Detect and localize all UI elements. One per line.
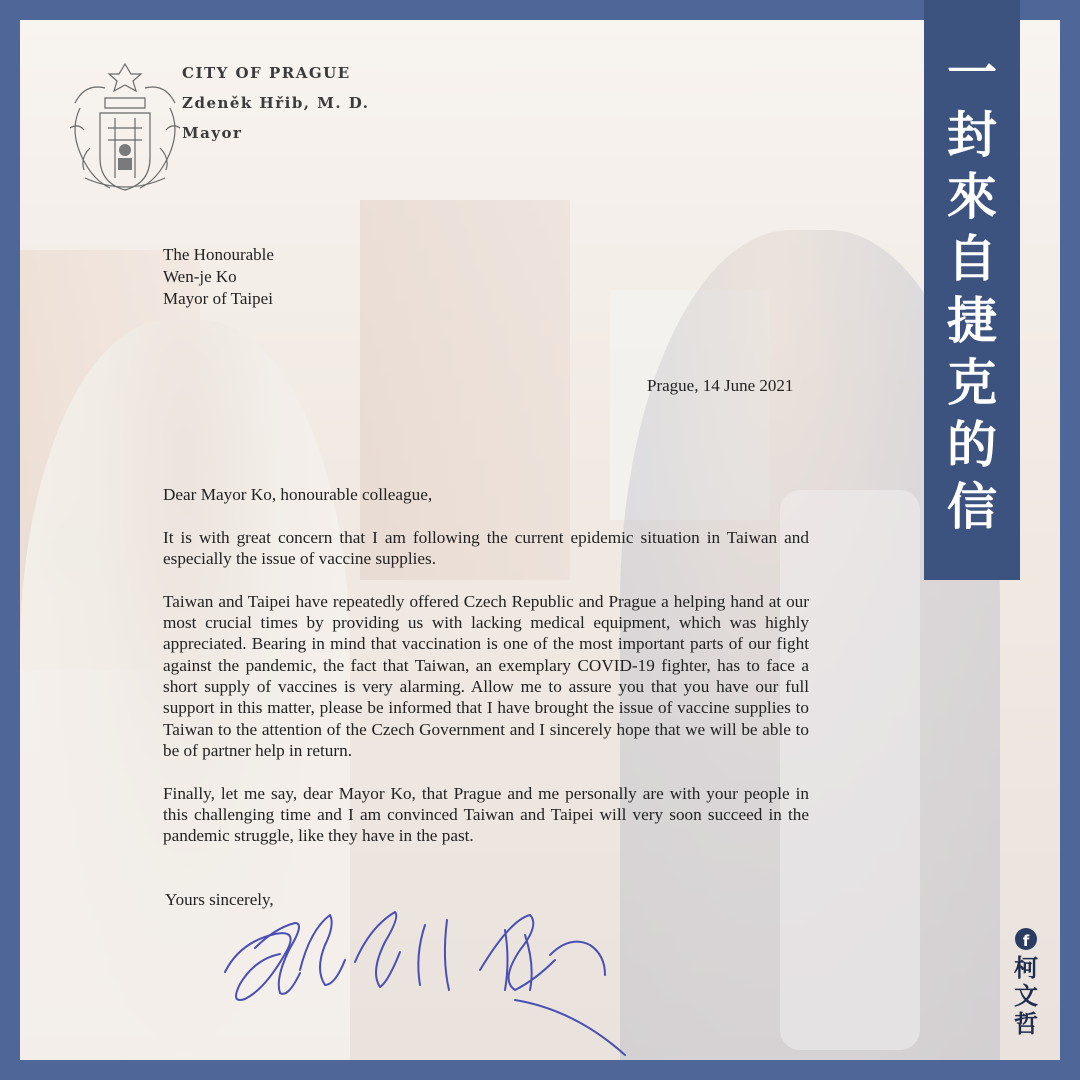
letter-date: Prague, 14 June 2021 — [647, 376, 794, 395]
facebook-icon: f — [1015, 928, 1037, 950]
banner-char: 的 — [947, 415, 997, 474]
prague-coat-of-arms-icon — [60, 58, 190, 198]
banner-char: 信 — [947, 477, 997, 536]
closing: Yours sincerely, — [165, 890, 274, 909]
recipient-line: Mayor of Taipei — [163, 289, 273, 308]
body-paragraph: Taiwan and Taipei have repeatedly offered Czech Republic and Prague a helping hand at our most crucial times by providing us with lacking medical equipment, which was highly appreciated. Bearing in mind that vaccination is one of the most important parts of our fight against the pandemic, the fact that Taiwan, an exemplary COVID-19 fighter, has to face a short supply of vaccines is very alarming. Allow me to assure you that you have our full support in this matter, please be informed that I have brought the issue of vaccine supplies to Taiwan to the attention of the Czech Government and I sincerely hope that we will be able to be of partner help in return. — [163, 591, 809, 760]
credit-char: 柯 — [1014, 953, 1038, 982]
banner-char: 捷 — [947, 291, 997, 350]
salutation: Dear Mayor Ko, honourable colleague, — [163, 485, 433, 504]
banner-char: 來 — [947, 167, 997, 226]
body-paragraph: Finally, let me say, dear Mayor Ko, that Prague and me personally are with your people in this challenging time and I am convinced Taiwan and Taipei will very soon succeed in the pandemic struggle, like they have in the past. — [163, 783, 809, 846]
handwritten-signature — [215, 900, 665, 1060]
letterhead-city: CITY OF PRAGUE — [182, 64, 351, 82]
banner-char: 封 — [947, 105, 997, 164]
banner-char: 自 — [947, 229, 997, 288]
letter-body — [163, 484, 809, 868]
letterhead-name: Zdeněk Hřib, M. D. — [182, 94, 370, 112]
title-banner — [924, 0, 1020, 580]
banner-char: 一 — [947, 43, 997, 102]
recipient-address — [163, 244, 274, 310]
letterhead — [182, 58, 370, 148]
body-paragraph: It is with great concern that I am following the current epidemic situation in Taiwan and especially the issue of vaccine supplies. — [163, 527, 809, 569]
credit-char: 哲 — [1014, 1009, 1038, 1038]
banner-char: 克 — [947, 353, 997, 412]
letterhead-title: Mayor — [182, 124, 243, 142]
recipient-line: Wen-je Ko — [163, 267, 237, 286]
credit-name — [1014, 954, 1038, 1038]
recipient-line: The Honourable — [163, 245, 274, 264]
page-credit — [1006, 928, 1046, 1038]
credit-char: 文 — [1014, 981, 1038, 1010]
